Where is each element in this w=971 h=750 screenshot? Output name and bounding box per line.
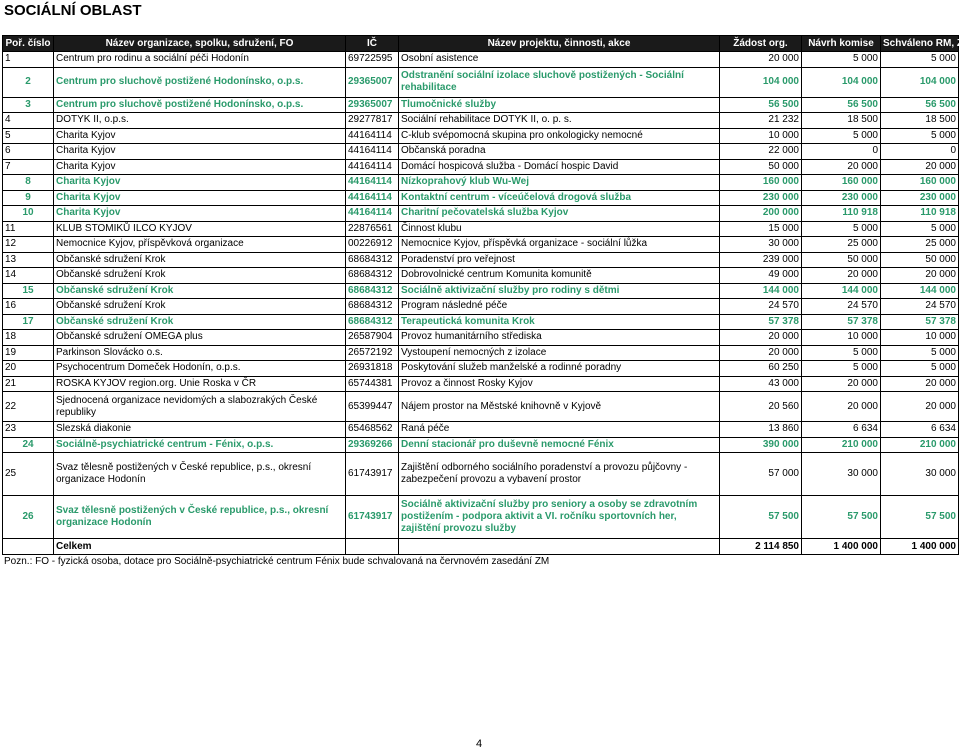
table-row xyxy=(3,299,959,315)
request-amount: 21 232 xyxy=(720,113,802,129)
project-name: Charitní pečovatelská služba Kyjov xyxy=(399,206,720,222)
commission-proposal: 160 000 xyxy=(802,175,881,191)
approved-amount: 5 000 xyxy=(881,361,959,377)
company-id: 26587904 xyxy=(346,330,399,346)
project-name: Poskytování služeb manželské a rodinné poradny xyxy=(399,361,720,377)
request-amount: 200 000 xyxy=(720,206,802,222)
organization-name: Charita Kyjov xyxy=(54,175,346,191)
company-id: 61743917 xyxy=(346,496,399,539)
company-id: 68684312 xyxy=(346,299,399,315)
company-id: 68684312 xyxy=(346,268,399,284)
project-name: Provoz a činnost Rosky Kyjov xyxy=(399,376,720,392)
organization-name: ROSKA KYJOV region.org. Unie Roska v ČR xyxy=(54,376,346,392)
request-amount: 20 000 xyxy=(720,330,802,346)
page-title: SOCIÁLNÍ OBLAST xyxy=(4,2,142,19)
row-number: 16 xyxy=(3,299,54,315)
table-row xyxy=(3,252,959,268)
header-cell: Návrh komise xyxy=(802,36,881,52)
organization-name: Občanské sdružení Krok xyxy=(54,314,346,330)
company-id: 00226912 xyxy=(346,237,399,253)
row-number: 24 xyxy=(3,437,54,453)
row-number: 12 xyxy=(3,237,54,253)
organization-name: KLUB STOMIKŮ ILCO KYJOV xyxy=(54,221,346,237)
row-number: 20 xyxy=(3,361,54,377)
table-row xyxy=(3,221,959,237)
table-row xyxy=(3,361,959,377)
approved-amount: 57 500 xyxy=(881,496,959,539)
project-name: Nájem prostor na Městské knihovně v Kyjově xyxy=(399,392,720,422)
commission-proposal: 50 000 xyxy=(802,252,881,268)
approved-amount: 104 000 xyxy=(881,67,959,97)
organization-name: Občanské sdružení Krok xyxy=(54,252,346,268)
commission-proposal: 10 000 xyxy=(802,330,881,346)
commission-proposal: 20 000 xyxy=(802,268,881,284)
approved-amount: 210 000 xyxy=(881,437,959,453)
approved-amount: 20 000 xyxy=(881,268,959,284)
approved-amount: 56 500 xyxy=(881,97,959,113)
organization-name: Charita Kyjov xyxy=(54,190,346,206)
table-row xyxy=(3,330,959,346)
commission-proposal: 25 000 xyxy=(802,237,881,253)
approved-amount: 0 xyxy=(881,144,959,160)
commission-proposal: 104 000 xyxy=(802,67,881,97)
table-row xyxy=(3,113,959,129)
company-id: 29365007 xyxy=(346,67,399,97)
table-row xyxy=(3,268,959,284)
project-name: C-klub svépomocná skupina pro onkologicky nemocné xyxy=(399,128,720,144)
approved-amount: 6 634 xyxy=(881,422,959,438)
total-request: 2 114 850 xyxy=(720,539,802,555)
company-id: 65744381 xyxy=(346,376,399,392)
table-row xyxy=(3,392,959,422)
row-number: 4 xyxy=(3,113,54,129)
total-empty xyxy=(399,539,720,555)
request-amount: 57 378 xyxy=(720,314,802,330)
table-row xyxy=(3,206,959,222)
project-name: Poradenství pro veřejnost xyxy=(399,252,720,268)
footnote: Pozn.: FO - fyzická osoba, dotace pro Sociálně-psychiatrické centrum Fénix bude schvalovaná na červnovém zasedání ZM xyxy=(4,556,550,567)
company-id: 65468562 xyxy=(346,422,399,438)
request-amount: 50 000 xyxy=(720,159,802,175)
commission-proposal: 144 000 xyxy=(802,283,881,299)
row-number: 25 xyxy=(3,453,54,496)
approved-amount: 18 500 xyxy=(881,113,959,129)
organization-name: Občanské sdružení Krok xyxy=(54,283,346,299)
project-name: Raná péče xyxy=(399,422,720,438)
total-label: Celkem xyxy=(54,539,346,555)
commission-proposal: 20 000 xyxy=(802,159,881,175)
organization-name: Centrum pro rodinu a sociální péči Hodonín xyxy=(54,52,346,68)
request-amount: 30 000 xyxy=(720,237,802,253)
commission-proposal: 110 918 xyxy=(802,206,881,222)
organization-name: Centrum pro sluchově postižené Hodonínsko, o.p.s. xyxy=(54,67,346,97)
row-number: 5 xyxy=(3,128,54,144)
company-id: 26931818 xyxy=(346,361,399,377)
company-id: 44164114 xyxy=(346,159,399,175)
table-row xyxy=(3,453,959,496)
approved-amount: 25 000 xyxy=(881,237,959,253)
request-amount: 20 560 xyxy=(720,392,802,422)
table-row xyxy=(3,237,959,253)
table-row xyxy=(3,67,959,97)
header-cell: Žádost org. xyxy=(720,36,802,52)
project-name: Sociální rehabilitace DOTYK II, o. p. s. xyxy=(399,113,720,129)
request-amount: 22 000 xyxy=(720,144,802,160)
request-amount: 20 000 xyxy=(720,52,802,68)
header-cell: Schváleno RM, ZM xyxy=(881,36,959,52)
project-name: Program následné péče xyxy=(399,299,720,315)
total-empty xyxy=(3,539,54,555)
approved-amount: 20 000 xyxy=(881,392,959,422)
company-id: 29277817 xyxy=(346,113,399,129)
row-number: 6 xyxy=(3,144,54,160)
organization-name: Charita Kyjov xyxy=(54,128,346,144)
commission-proposal: 18 500 xyxy=(802,113,881,129)
request-amount: 57 500 xyxy=(720,496,802,539)
row-number: 21 xyxy=(3,376,54,392)
organization-name: Charita Kyjov xyxy=(54,159,346,175)
commission-proposal: 5 000 xyxy=(802,345,881,361)
company-id: 68684312 xyxy=(346,283,399,299)
table-row xyxy=(3,52,959,68)
row-number: 7 xyxy=(3,159,54,175)
total-row xyxy=(3,539,959,555)
grants-table xyxy=(2,35,971,555)
request-amount: 43 000 xyxy=(720,376,802,392)
request-amount: 13 860 xyxy=(720,422,802,438)
approved-amount: 10 000 xyxy=(881,330,959,346)
request-amount: 15 000 xyxy=(720,221,802,237)
project-name: Občanská poradna xyxy=(399,144,720,160)
table-row xyxy=(3,283,959,299)
table-row xyxy=(3,496,959,539)
project-name: Osobní asistence xyxy=(399,52,720,68)
project-name: Provoz humanitárního střediska xyxy=(399,330,720,346)
total-approved: 1 400 000 xyxy=(881,539,959,555)
project-name: Tlumočnické služby xyxy=(399,97,720,113)
row-number: 10 xyxy=(3,206,54,222)
header-cell: Poř. číslo xyxy=(3,36,54,52)
organization-name: Občanské sdružení OMEGA plus xyxy=(54,330,346,346)
commission-proposal: 57 378 xyxy=(802,314,881,330)
approved-amount: 160 000 xyxy=(881,175,959,191)
row-number: 15 xyxy=(3,283,54,299)
approved-amount: 57 378 xyxy=(881,314,959,330)
row-number: 11 xyxy=(3,221,54,237)
row-number: 14 xyxy=(3,268,54,284)
table-row xyxy=(3,190,959,206)
commission-proposal: 5 000 xyxy=(802,361,881,377)
total-proposal: 1 400 000 xyxy=(802,539,881,555)
project-name: Kontaktní centrum - víceúčelová drogová služba xyxy=(399,190,720,206)
company-id: 26572192 xyxy=(346,345,399,361)
organization-name: DOTYK II, o.p.s. xyxy=(54,113,346,129)
header-cell: Název organizace, spolku, sdružení, FO xyxy=(54,36,346,52)
row-number: 18 xyxy=(3,330,54,346)
request-amount: 56 500 xyxy=(720,97,802,113)
total-empty xyxy=(346,539,399,555)
commission-proposal: 30 000 xyxy=(802,453,881,496)
company-id: 44164114 xyxy=(346,190,399,206)
table-row xyxy=(3,345,959,361)
commission-proposal: 210 000 xyxy=(802,437,881,453)
project-name: Domácí hospicová služba - Domácí hospic David xyxy=(399,159,720,175)
approved-amount: 30 000 xyxy=(881,453,959,496)
company-id: 44164114 xyxy=(346,206,399,222)
organization-name: Charita Kyjov xyxy=(54,144,346,160)
organization-name: Svaz tělesně postižených v České republice, p.s., okresní organizace Hodonín xyxy=(54,453,346,496)
row-number: 17 xyxy=(3,314,54,330)
project-name: Sociálně aktivizační služby pro seniory a osoby se zdravotním postižením - podpora aktivit a VI. ročníku sportovních her, zajištění provozu služby xyxy=(399,496,720,539)
table-row xyxy=(3,437,959,453)
project-name: Zajištění odborného sociálního poradenství a provozu půjčovny - zabezpečení provozu a vybavení prostor xyxy=(399,453,720,496)
organization-name: Svaz tělesně postižených v České republice, p.s., okresní organizace Hodonín xyxy=(54,496,346,539)
request-amount: 57 000 xyxy=(720,453,802,496)
request-amount: 49 000 xyxy=(720,268,802,284)
approved-amount: 110 918 xyxy=(881,206,959,222)
project-name: Odstranění sociální izolace sluchově postižených - Sociální rehabilitace xyxy=(399,67,720,97)
organization-name: Nemocnice Kyjov, příspěvková organizace xyxy=(54,237,346,253)
request-amount: 144 000 xyxy=(720,283,802,299)
commission-proposal: 57 500 xyxy=(802,496,881,539)
commission-proposal: 56 500 xyxy=(802,97,881,113)
organization-name: Psychocentrum Domeček Hodonín, o.p.s. xyxy=(54,361,346,377)
commission-proposal: 20 000 xyxy=(802,392,881,422)
row-number: 13 xyxy=(3,252,54,268)
commission-proposal: 6 634 xyxy=(802,422,881,438)
company-id: 68684312 xyxy=(346,252,399,268)
project-name: Nemocnice Kyjov, příspěvká organizace - sociální lůžka xyxy=(399,237,720,253)
company-id: 44164114 xyxy=(346,144,399,160)
commission-proposal: 0 xyxy=(802,144,881,160)
company-id: 44164114 xyxy=(346,128,399,144)
approved-amount: 24 570 xyxy=(881,299,959,315)
request-amount: 60 250 xyxy=(720,361,802,377)
approved-amount: 20 000 xyxy=(881,159,959,175)
project-name: Nízkoprahový klub Wu-Wej xyxy=(399,175,720,191)
project-name: Sociálně aktivizační služby pro rodiny s dětmi xyxy=(399,283,720,299)
table-row xyxy=(3,175,959,191)
row-number: 22 xyxy=(3,392,54,422)
commission-proposal: 20 000 xyxy=(802,376,881,392)
organization-name: Charita Kyjov xyxy=(54,206,346,222)
company-id: 22876561 xyxy=(346,221,399,237)
request-amount: 104 000 xyxy=(720,67,802,97)
approved-amount: 230 000 xyxy=(881,190,959,206)
organization-name: Sociálně-psychiatrické centrum - Fénix, o.p.s. xyxy=(54,437,346,453)
header-cell: IČ xyxy=(346,36,399,52)
company-id: 68684312 xyxy=(346,314,399,330)
request-amount: 20 000 xyxy=(720,345,802,361)
row-number: 19 xyxy=(3,345,54,361)
approved-amount: 20 000 xyxy=(881,376,959,392)
commission-proposal: 24 570 xyxy=(802,299,881,315)
organization-name: Občanské sdružení Krok xyxy=(54,268,346,284)
organization-name: Parkinson Slovácko o.s. xyxy=(54,345,346,361)
commission-proposal: 230 000 xyxy=(802,190,881,206)
request-amount: 10 000 xyxy=(720,128,802,144)
approved-amount: 5 000 xyxy=(881,221,959,237)
company-id: 29369266 xyxy=(346,437,399,453)
approved-amount: 5 000 xyxy=(881,52,959,68)
organization-name: Občanské sdružení Krok xyxy=(54,299,346,315)
row-number: 26 xyxy=(3,496,54,539)
table-row xyxy=(3,97,959,113)
approved-amount: 5 000 xyxy=(881,345,959,361)
table-row xyxy=(3,159,959,175)
row-number: 9 xyxy=(3,190,54,206)
request-amount: 230 000 xyxy=(720,190,802,206)
company-id: 61743917 xyxy=(346,453,399,496)
organization-name: Sjednocená organizace nevidomých a slabozrakých České republiky xyxy=(54,392,346,422)
request-amount: 239 000 xyxy=(720,252,802,268)
approved-amount: 144 000 xyxy=(881,283,959,299)
header-row xyxy=(3,36,959,52)
request-amount: 24 570 xyxy=(720,299,802,315)
company-id: 69722595 xyxy=(346,52,399,68)
company-id: 44164114 xyxy=(346,175,399,191)
header-cell: Název projektu, činnosti, akce xyxy=(399,36,720,52)
table-row xyxy=(3,314,959,330)
page-number: 4 xyxy=(476,738,483,750)
project-name: Vystoupení nemocných z izolace xyxy=(399,345,720,361)
commission-proposal: 5 000 xyxy=(802,128,881,144)
row-number: 23 xyxy=(3,422,54,438)
approved-amount: 5 000 xyxy=(881,128,959,144)
row-number: 8 xyxy=(3,175,54,191)
table-row xyxy=(3,144,959,160)
row-number: 1 xyxy=(3,52,54,68)
project-name: Činnost klubu xyxy=(399,221,720,237)
commission-proposal: 5 000 xyxy=(802,221,881,237)
company-id: 65399447 xyxy=(346,392,399,422)
table-row xyxy=(3,128,959,144)
project-name: Dobrovolnické centrum Komunita komunitě xyxy=(399,268,720,284)
project-name: Denní stacionář pro duševně nemocné Fénix xyxy=(399,437,720,453)
request-amount: 160 000 xyxy=(720,175,802,191)
organization-name: Slezská diakonie xyxy=(54,422,346,438)
row-number: 3 xyxy=(3,97,54,113)
request-amount: 390 000 xyxy=(720,437,802,453)
company-id: 29365007 xyxy=(346,97,399,113)
table-row xyxy=(3,376,959,392)
approved-amount: 50 000 xyxy=(881,252,959,268)
row-number: 2 xyxy=(3,67,54,97)
project-name: Terapeutická komunita Krok xyxy=(399,314,720,330)
commission-proposal: 5 000 xyxy=(802,52,881,68)
table-row xyxy=(3,422,959,438)
organization-name: Centrum pro sluchově postižené Hodonínsko, o.p.s. xyxy=(54,97,346,113)
